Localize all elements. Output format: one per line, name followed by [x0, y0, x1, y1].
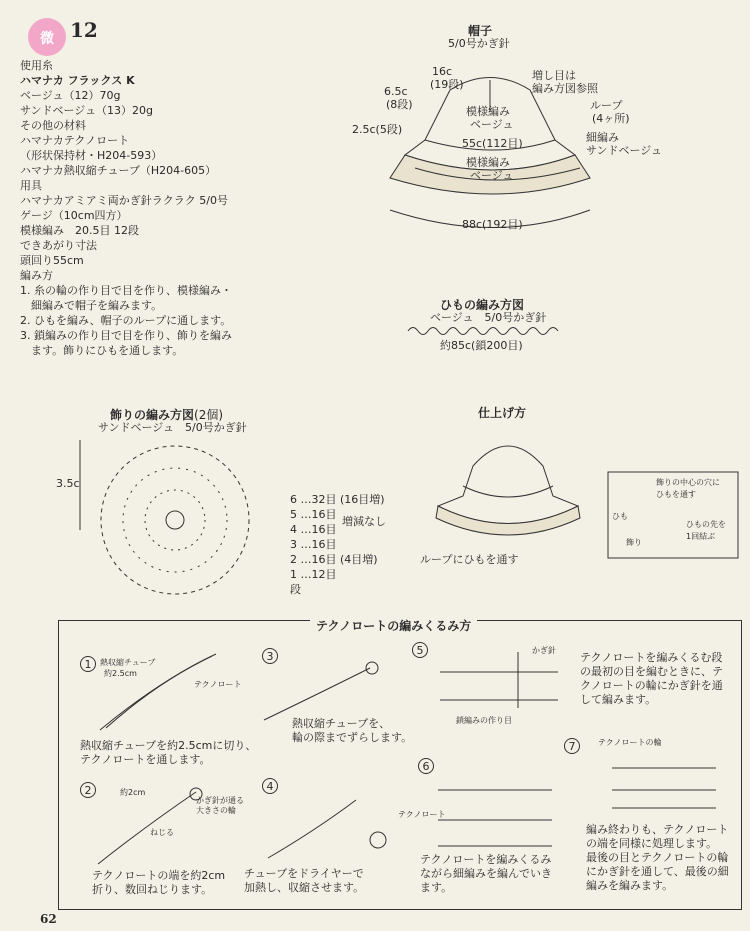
deco-row: 5 …16目 — [290, 508, 337, 521]
sc-2: サンドベージュ — [586, 144, 663, 157]
materials-line: ベージュ（12）70g — [20, 89, 121, 102]
materials-line: その他の材料 — [20, 119, 86, 132]
hat-subtitle: 5/0号かぎ針 — [448, 37, 510, 50]
finish-loop-note: ループにひもを通す — [420, 553, 519, 566]
s5-text-3: クノロートの輪にかぎ針を通 — [580, 679, 723, 692]
s4-text-2: 加熱し、収縮させます。 — [244, 881, 365, 894]
s4-text-1: チューブをドライヤーで — [244, 867, 364, 880]
s5-label-a: かぎ針 — [532, 646, 556, 655]
step-number: 1 — [80, 656, 96, 672]
step-number: 5 — [412, 642, 428, 658]
step6-illustration — [436, 770, 556, 850]
materials-line: 2. ひもを編み、帽子のループに通します。 — [20, 314, 232, 327]
materials-line: 編み方 — [20, 269, 53, 282]
deco-row: 3 …16目 — [290, 538, 337, 551]
s2-label-d: ねじる — [150, 828, 174, 837]
side-rows: (8段) — [386, 98, 413, 111]
s7-text-1: 編み終わりも、テクノロート — [586, 823, 729, 836]
step5-illustration — [438, 652, 568, 712]
inc-note-1: 増し目は — [532, 69, 576, 82]
s3-text-2: 輪の際までずらします。 — [292, 731, 413, 744]
materials-lines — [20, 88, 232, 358]
materials-heading: 使用糸 — [20, 59, 53, 72]
materials-line: 模様編み 20.5目 12段 — [20, 224, 139, 237]
s2-label-b: かぎ針が通る — [196, 796, 244, 805]
cord-length: 約85c(鎖200目) — [440, 339, 523, 352]
s5-text-4: して編みます。 — [580, 693, 657, 706]
s3-text-1: 熱収縮チューブを、 — [292, 717, 391, 730]
s6-text-2: ながら細編みを編んでいき — [420, 867, 552, 880]
deco-crochet-diagram — [95, 440, 255, 600]
materials-line: 1. 糸の輪の作り目で目を作り、模様編み・ — [20, 284, 232, 297]
step4-illustration — [266, 790, 396, 860]
s7-text-4: にかぎ針を通して、最後の細 — [586, 865, 729, 878]
s2-text-2: 折り、数回ねじります。 — [92, 883, 213, 896]
materials-line: 用具 — [20, 179, 42, 192]
deco-subtitle: サンドベージュ 5/0号かぎ針 — [98, 421, 247, 434]
materials-line: サンドベージュ（13）20g — [20, 104, 153, 117]
loop-1: ループ — [590, 99, 623, 112]
techno-title: テクノロートの編みくるみ方 — [310, 617, 477, 634]
inc-note-2: 編み方図参照 — [532, 82, 598, 95]
side-height: 6.5c — [384, 85, 408, 98]
materials-line: 細編みで帽子を編みます。 — [20, 299, 163, 312]
pattern-number: 12 — [70, 18, 98, 42]
page-number: 62 — [40, 912, 57, 926]
band-size: 2.5c(5段) — [352, 123, 403, 136]
crown-top: 16c — [432, 65, 453, 78]
yarn-name: ハマナカ フラックス K — [20, 74, 135, 87]
loop-2: (4ヶ所) — [592, 112, 630, 125]
materials-line: ハマナカ熱収縮チューブ（H204-605） — [20, 164, 217, 177]
s7-label: テクノロートの輪 — [598, 738, 662, 747]
step-number: 2 — [80, 782, 96, 798]
s2-text-1: テクノロートの端を約2cm — [92, 869, 226, 882]
materials-line: （形状保持材・H204-593） — [20, 149, 163, 162]
materials-line: ます。飾りにひもを通します。 — [20, 344, 184, 357]
materials-line: ゲージ（10cm四方） — [20, 209, 128, 222]
s1-label-c: テクノロート — [194, 680, 242, 689]
inset-knot-2: 1回結ぶ — [686, 532, 716, 541]
materials-line: 3. 鎖編みの作り目で目を作り、飾りを編み — [20, 329, 232, 342]
brim-label-1: 模様編み — [466, 156, 510, 169]
step2-illustration — [96, 786, 206, 866]
s6-text-1: テクノロートを編みくるみ — [420, 853, 552, 866]
body-label-1: 模様編み — [466, 105, 510, 118]
cord-title: ひもの編み方図 — [440, 298, 525, 312]
materials-line: 頭回り55cm — [20, 254, 84, 267]
inset-kazari: 飾り — [626, 538, 642, 547]
deco-row: 1 …12目 — [290, 568, 337, 581]
inset-knot-1: ひもの先を — [686, 520, 726, 529]
inset-himo: ひも — [612, 512, 628, 521]
s1-text-2: テクノロートを通します。 — [80, 753, 211, 766]
step7-illustration — [610, 752, 720, 812]
s5-text-2: の最初の目を編むときに、テ — [580, 665, 723, 678]
inset-1: 飾りの中心の穴に — [656, 478, 720, 487]
hat-circ: 55c(112目) — [462, 137, 523, 150]
deco-size: 3.5c — [56, 477, 80, 490]
materials-line: ハマナカアミアミ両かぎ針ラクラク 5/0号 — [20, 194, 228, 207]
s7-text-3: 最後の目とテクノロートの輪 — [586, 851, 729, 864]
materials-line: できあがり寸法 — [20, 239, 97, 252]
deco-row: 6 …32目 (16目増) — [290, 493, 385, 506]
s7-text-5: 編みを編みます。 — [586, 879, 674, 892]
s1-label-b: 約2.5cm — [104, 669, 137, 678]
s2-label-a: 約2cm — [120, 788, 146, 797]
materials-line: ハマナカテクノロート — [20, 134, 130, 147]
step3-illustration — [262, 662, 382, 722]
crown-rows: (19段) — [430, 78, 464, 91]
inset-2: ひもを通す — [656, 490, 696, 499]
deco-title: 飾りの編み方図(2個) — [110, 408, 224, 422]
step-number: 7 — [564, 738, 580, 754]
deco-rows — [290, 492, 385, 597]
s1-label-a: 熱収縮チューブ — [100, 658, 156, 667]
deco-no-change: 増減なし — [342, 515, 386, 528]
step-number: 4 — [262, 778, 278, 794]
body-label-2: ベージュ — [470, 118, 514, 131]
step-number: 3 — [262, 648, 278, 664]
deco-row: 段 — [290, 583, 301, 596]
deco-row: 2 …16目 (4目増) — [290, 553, 378, 566]
materials-block — [20, 58, 232, 358]
finish-title: 仕上げ方 — [478, 406, 527, 420]
s2-label-c: 大きさの輪 — [196, 806, 236, 815]
s1-text-1: 熱収縮チューブを約2.5cmに切り、 — [80, 739, 257, 752]
brim-circ: 88c(192目) — [462, 218, 523, 231]
badge-text: 微 — [40, 31, 54, 47]
brim-label-2: ベージュ — [470, 169, 514, 182]
deco-row: 4 …16目 — [290, 523, 337, 536]
s6-label: テクノロート — [398, 810, 446, 819]
s5-label-b: 鎖編みの作り目 — [456, 716, 512, 725]
hat-title: 帽子 — [468, 24, 493, 38]
finished-hat-drawing — [428, 426, 588, 536]
cord-subtitle: ベージュ 5/0号かぎ針 — [430, 311, 547, 324]
step-number: 6 — [418, 758, 434, 774]
s7-text-2: の端を同様に処理します。 — [586, 837, 718, 850]
s5-text-1: テクノロートを編みくるむ段 — [580, 651, 723, 664]
s6-text-3: ます。 — [420, 881, 453, 894]
cord-chain-diagram — [408, 324, 558, 338]
sc-1: 細編み — [586, 131, 619, 144]
